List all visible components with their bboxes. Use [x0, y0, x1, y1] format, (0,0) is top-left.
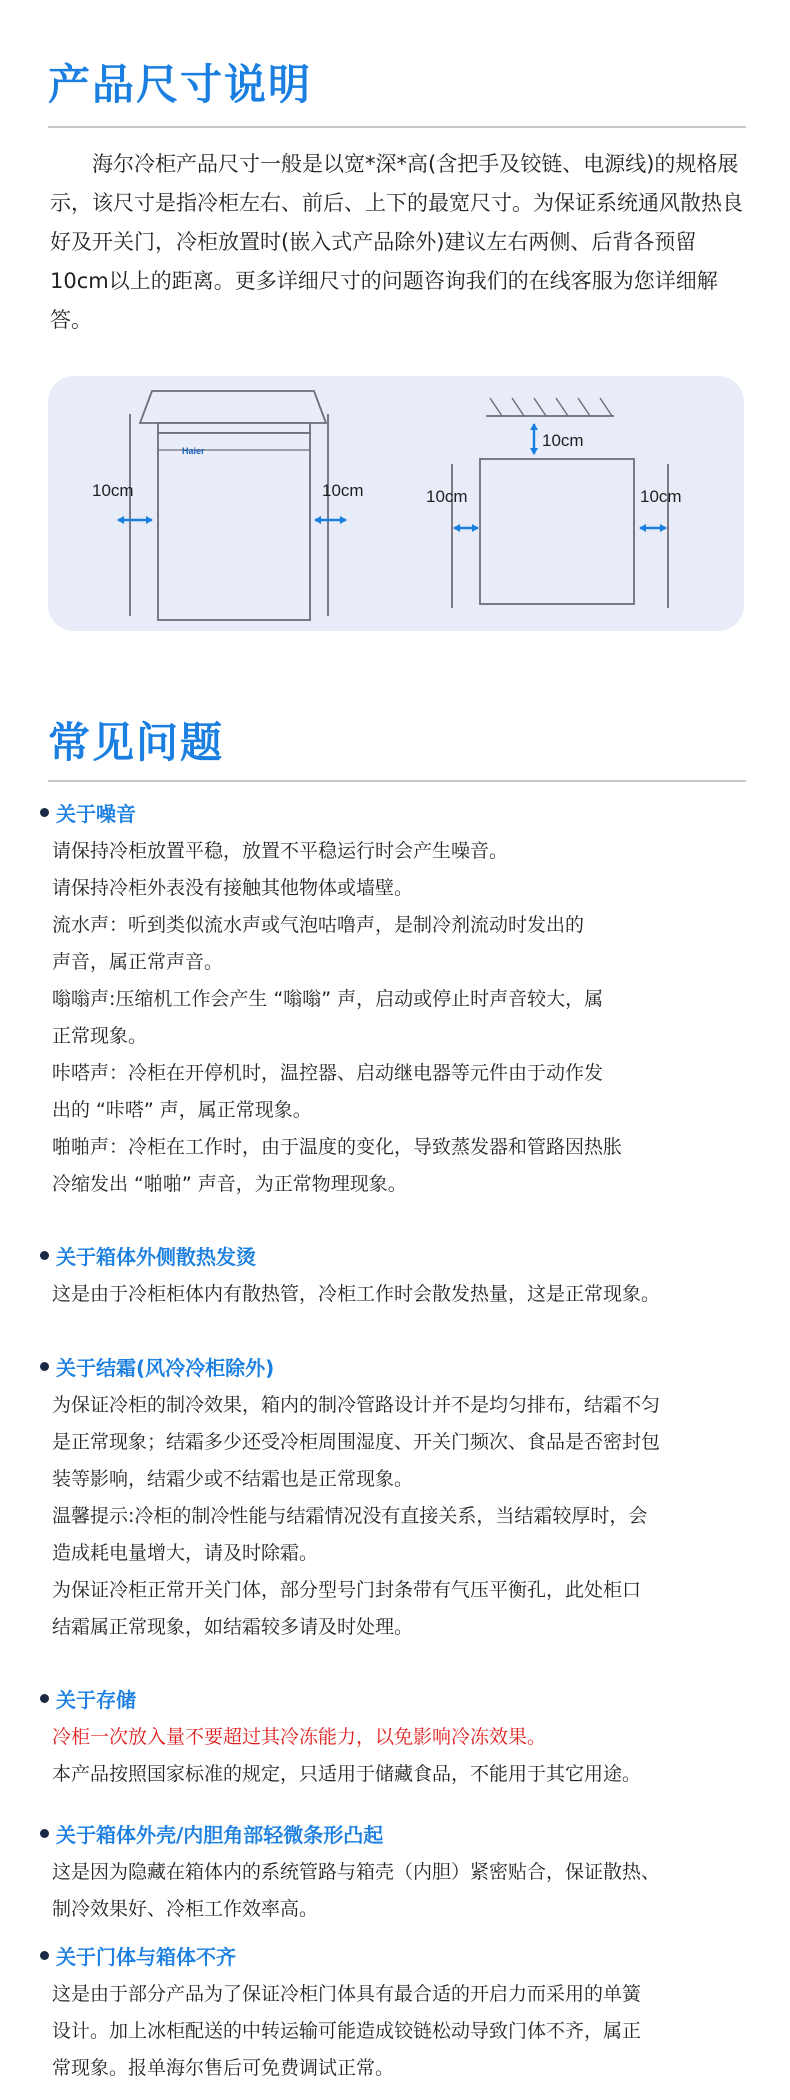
- size-section-title: 产品尺寸说明: [48, 60, 313, 109]
- freezer-top-view: [480, 459, 634, 604]
- faq-line: 造成耗电量增大，请及时除霜。: [52, 1542, 319, 1564]
- faq-line: 装等影响，结霜少或不结霜也是正常现象。: [52, 1468, 414, 1490]
- bullet-dot: [40, 1951, 49, 1960]
- top-right-gap-label: 10cm: [640, 487, 682, 506]
- faq-line: 温馨提示:冷柜的制冷性能与结霜情况没有直接关系，当结霜较厚时，会: [52, 1505, 648, 1527]
- rear-wall-hatch: [486, 398, 614, 416]
- faq-heading-text: 关于存储: [56, 1687, 136, 1712]
- faq-line: 正常现象。: [52, 1025, 148, 1047]
- faq-heading: [40, 1818, 750, 1848]
- faq-heading: [40, 1240, 750, 1270]
- faq-ridge: [40, 1818, 750, 1928]
- faq-heading: [40, 1940, 750, 1970]
- size-intro-paragraph: 海尔冷柜产品尺寸一般是以宽*深*高(含把手及铰链、电源线)的规格展示，该尺寸是指冷柜左右、前后、上下的最宽尺寸。为保证系统通风散热良好及开关门，冷柜放置时(嵌入式产品除外)建议左右两侧、后背各预留10cm以上的距离。更多详细尺寸的问题咨询我们的在线客服为您详细解答。: [50, 152, 743, 332]
- faq-storage: [40, 1683, 750, 1793]
- faq-line: 冷缩发出 “啪啪” 声音，为正常物理现象。: [52, 1173, 407, 1195]
- faq-line: 是正常现象；结霜多少还受冷柜周围湿度、开关门频次、食品是否密封包: [52, 1431, 661, 1453]
- faq-line: 本产品按照国家标准的规定，只适用于储藏食品，不能用于其它用途。: [52, 1763, 642, 1785]
- faq-line: 咔嗒声：冷柜在开停机时，温控器、启动继电器等元件由于动作发: [52, 1062, 604, 1084]
- top-gap-label: 10cm: [542, 431, 584, 450]
- faq-line: 请保持冷柜外表没有接触其他物体或墙壁。: [52, 877, 414, 899]
- faq-heading: [40, 797, 750, 827]
- faq-body: [52, 1276, 750, 1313]
- faq-line: 结霜属正常现象，如结霜较多请及时处理。: [52, 1616, 414, 1638]
- faq-line: 这是因为隐藏在箱体内的系统管路与箱壳（内胆）紧密贴合，保证散热、: [52, 1861, 661, 1883]
- faq-body: [52, 1976, 750, 2087]
- faq-section-title: 常见问题: [48, 718, 225, 767]
- faq-line: 为保证冷柜的制冷效果，箱内的制冷管路设计并不是均匀排布，结霜不匀: [52, 1394, 661, 1416]
- faq-line: 为保证冷柜正常开关门体，部分型号门封条带有气压平衡孔，此处柜口: [52, 1579, 642, 1601]
- faq-line: 流水声：听到类似流水声或气泡咕噜声，是制冷剂流动时发出的: [52, 914, 585, 936]
- faq-line: 出的 “咔嗒” 声，属正常现象。: [52, 1099, 312, 1121]
- faq-line: 声音，属正常声音。: [52, 951, 224, 973]
- faq-heading-text: 关于结霜(风冷冷柜除外): [56, 1355, 275, 1380]
- clearance-diagram: [48, 376, 744, 631]
- faq-heading-text: 关于噪音: [56, 801, 136, 826]
- faq-heat: [40, 1240, 750, 1313]
- size-section-divider: [48, 126, 746, 128]
- bullet-dot: [40, 1829, 49, 1838]
- bullet-dot: [40, 808, 49, 817]
- faq-line: 这是由于部分产品为了保证冷柜门体具有最合适的开启力而采用的单簧: [52, 1983, 642, 2005]
- faq-door: [40, 1940, 750, 2087]
- bullet-dot: [40, 1251, 49, 1260]
- freezer-front-view: [140, 391, 326, 620]
- faq-heading-text: 关于箱体外侧散热发烫: [56, 1244, 256, 1269]
- faq-body: [52, 1854, 750, 1928]
- faq-body: [52, 1387, 750, 1646]
- storage-warning: 冷柜一次放入量不要超过其冷冻能力，以免影响冷冻效果。: [52, 1726, 547, 1748]
- faq-heading: [40, 1683, 750, 1713]
- faq-frost: [40, 1351, 750, 1646]
- faq-line: 请保持冷柜放置平稳，放置不平稳运行时会产生噪音。: [52, 840, 509, 862]
- faq-line: 设计。加上冰柜配送的中转运输可能造成铰链松动导致门体不齐，属正: [52, 2020, 642, 2042]
- faq-heading-text: 关于门体与箱体不齐: [56, 1944, 236, 1969]
- left-gap-label: 10cm: [92, 481, 134, 500]
- faq-section-divider: [48, 780, 746, 782]
- faq-heading-text: 关于箱体外壳/内胆角部轻微条形凸起: [56, 1822, 384, 1847]
- brand-logo: Haier: [182, 446, 205, 456]
- bullet-dot: [40, 1362, 49, 1371]
- top-left-gap-label: 10cm: [426, 487, 468, 506]
- right-gap-label: 10cm: [322, 481, 364, 500]
- faq-line: 嗡嗡声:压缩机工作会产生 “嗡嗡” 声，启动或停止时声音较大，属: [52, 988, 604, 1010]
- bullet-dot: [40, 1694, 49, 1703]
- faq-line: 啪啪声：冷柜在工作时，由于温度的变化，导致蒸发器和管路因热胀: [52, 1136, 623, 1158]
- faq-noise: [40, 797, 750, 1203]
- faq-line: 制冷效果好、冷柜工作效率高。: [52, 1898, 319, 1920]
- faq-body: [52, 833, 750, 1203]
- faq-line: 这是由于冷柜柜体内有散热管，冷柜工作时会散发热量，这是正常现象。: [52, 1283, 661, 1305]
- faq-body: [52, 1719, 750, 1793]
- faq-heading: [40, 1351, 750, 1381]
- faq-line: 常现象。报单海尔售后可免费调试正常。: [52, 2057, 395, 2079]
